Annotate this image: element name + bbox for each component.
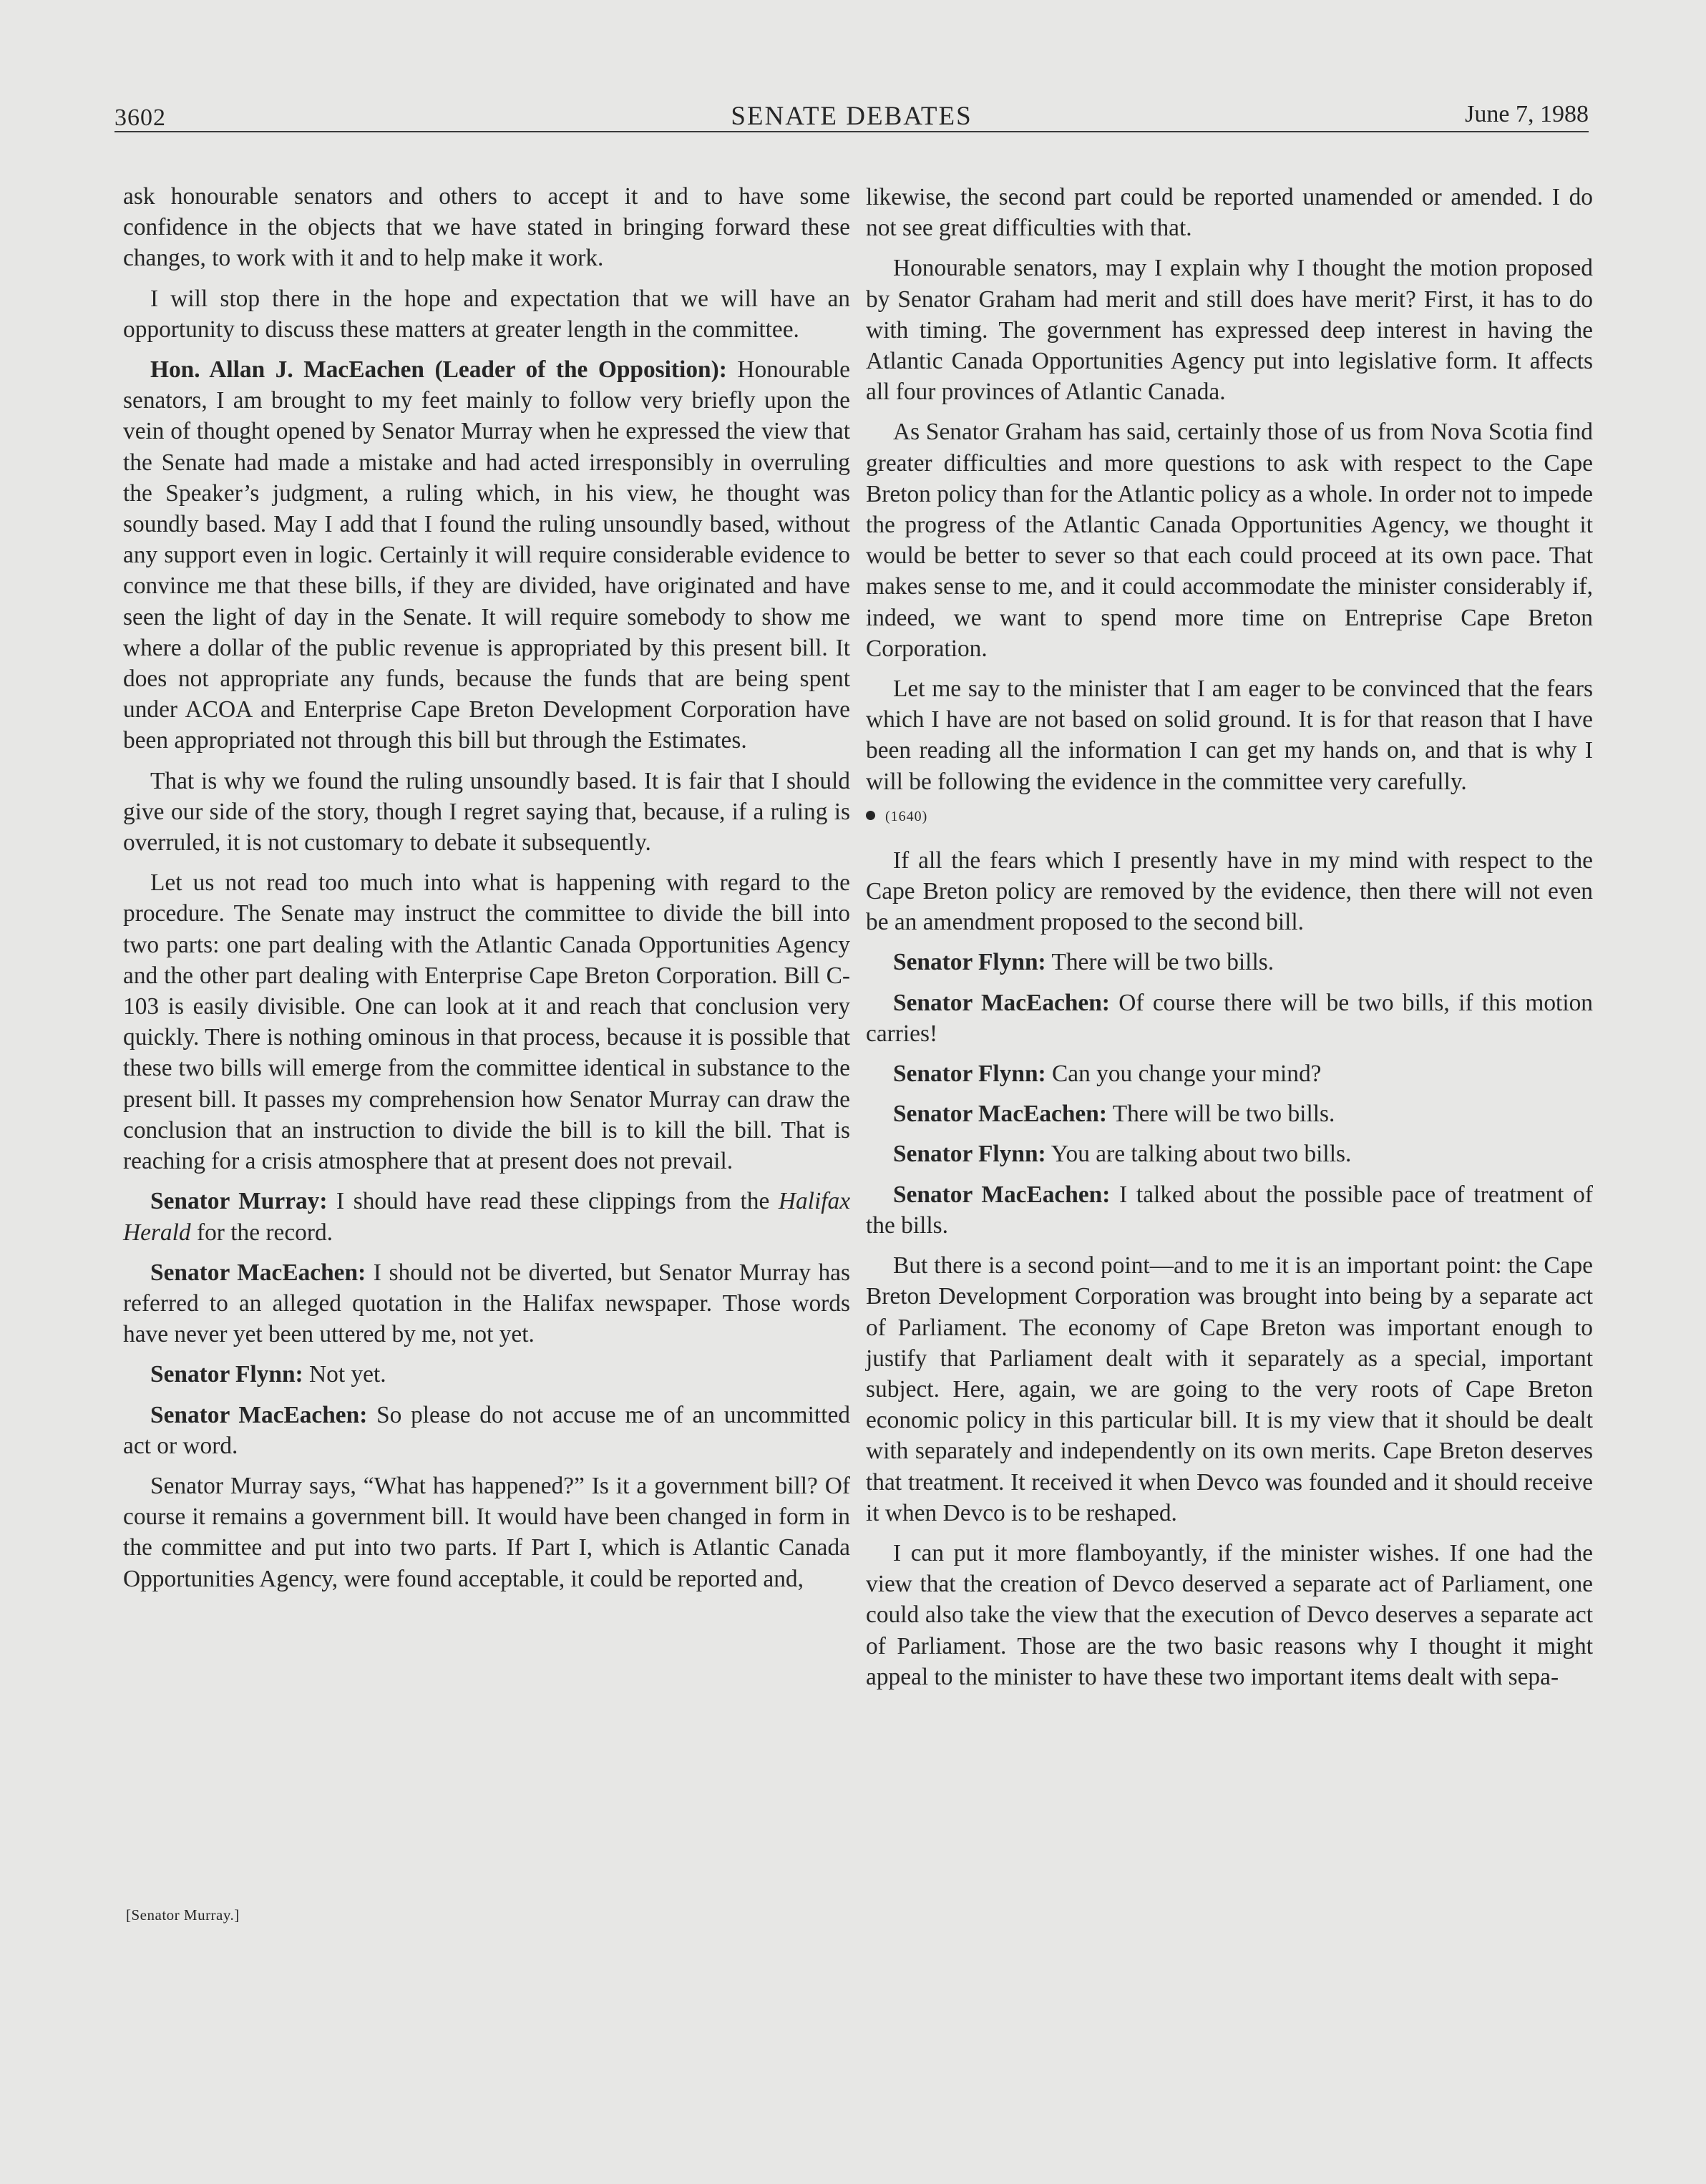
- speaker-name: Senator Flynn:: [893, 949, 1046, 976]
- right-column: [866, 182, 1593, 1702]
- paragraph: [866, 947, 1593, 978]
- paragraph: I will stop there in the hope and expectation that we will have an opportunity to discuss these matters at greater length in the committee.: [123, 285, 850, 343]
- paragraph: But there is a second point—and to me it is an important point: the Cape Breton Development Corporation was brought into being by a separate act of Parliament. The economy of Cape Breton was important enough to justify that Parliament dealt with it separately as a special, important subject. Here, again, we are going to the very roots of Cape Breton economic policy in this particular bill. It is my view that it should be dealt with separately and independently on its own merits. Cape Breton deserves that treatment. It received it when Devco was founded and it should receive it when Devco is to be reshaped.: [866, 1252, 1593, 1526]
- speech-text: Honourable senators, I am brought to my feet mainly to follow very briefly upon the vein of thought opened by Senator Murray when he expressed the view that the Senate had made a mistake and had acted irresponsibly in overruling the Speaker’s judgment, a ruling which, in his view, he thought was soundly based. May I add that I found the ruling unsoundly based, without any support even in logic. Certainly it will require considerable evidence to convince me that these bills, if they are divided, have originated and have seen the light of day in the Senate. It will require somebody to show me where a dollar of the public revenue is appropriated by this present bill. It does not appropriate any funds, because the funds that are being spent under ACOA and Enterprise Cape Breton Development Corporation have been appropriated not through this bill but through the Estimates.: [123, 356, 850, 754]
- speaker-name: Senator Murray:: [150, 1188, 328, 1215]
- footnote: [Senator Murray.]: [126, 1906, 240, 1924]
- paragraph: If all the fears which I presently have in my mind with respect to the Cape Breton policy are removed by the evidence, then there will not even be an amendment proposed to the second bill.: [866, 847, 1593, 936]
- time-stamp-text: (1640): [885, 808, 928, 824]
- header-rule: [114, 131, 1589, 132]
- paragraph: likewise, the second part could be reported unamended or amended. I do not see great difficulties with that.: [866, 184, 1593, 242]
- speaker-name: Senator MacEachen:: [150, 1401, 368, 1428]
- paragraph: [123, 1257, 850, 1350]
- speaker-name: Senator Flynn:: [893, 1061, 1046, 1088]
- paragraph: [123, 1359, 850, 1390]
- paragraph: [123, 1400, 850, 1461]
- speaker-name: Hon. Allan J. MacEachen (Leader of the Opposition):: [150, 356, 727, 384]
- paragraph: Honourable senators, may I explain why I thought the motion proposed by Senator Graham had merit and still does have merit? First, it has to do with timing. The government has expressed deep interest in having the Atlantic Canada Opportunities Agency put into legislative form. It affects all four provinces of Atlantic Canada.: [866, 255, 1593, 406]
- speech-text: There will be two bills.: [1051, 949, 1274, 976]
- paragraph: [866, 1179, 1593, 1241]
- paragraph: [123, 354, 850, 756]
- speaker-name: Senator MacEachen:: [893, 1181, 1111, 1208]
- paragraph: [866, 1139, 1593, 1169]
- time-stamp: [866, 806, 1593, 827]
- page-header: [114, 99, 1589, 135]
- paragraph: That is why we found the ruling unsoundly based. It is fair that I should give our side of the story, though I regret saying that, because, if a ruling is overruled, it is not customary to debate it subsequently.: [123, 767, 850, 857]
- page-number: 3602: [114, 104, 166, 131]
- speech-text: You are talking about two bills.: [1051, 1141, 1352, 1168]
- speaker-name: Senator Flynn:: [150, 1361, 303, 1388]
- paragraph: I can put it more flamboyantly, if the minister wishes. If one had the view that the creation of Devco deserved a separate act of Parliament, one could also take the view that the execution of Devco deserves a separate act of Parliament. Those are the two basic reasons why I thought it might appeal to the minister to have these two important items dealt with sepa-: [866, 1539, 1593, 1690]
- journal-title: SENATE DEBATES: [731, 102, 973, 131]
- speaker-name: Senator MacEachen:: [150, 1259, 366, 1286]
- speaker-name: Senator MacEachen:: [893, 989, 1110, 1016]
- paragraph: As Senator Graham has said, certainly those of us from Nova Scotia find greater difficulties and more questions to ask with respect to the Cape Breton policy than for the Atlantic policy as a whole. In order not to impede the progress of the Atlantic Canada Opportunities Agency, we thought it would be better to sever so that each could proceed at its own pace. That makes sense to me, and it could accommodate the minister considerably if, indeed, we want to spend more time on Entreprise Cape Breton Corporation.: [866, 419, 1593, 662]
- speech-text: for the record.: [196, 1219, 333, 1246]
- paragraph: [866, 1098, 1593, 1129]
- paragraph: [866, 988, 1593, 1049]
- speech-text: There will be two bills.: [1112, 1101, 1335, 1128]
- bullet-icon: [866, 811, 875, 820]
- paragraph: [866, 1058, 1593, 1089]
- paragraph: Senator Murray says, “What has happened?” Is it a government bill? Of course it remains a government bill. It would have been changed in form in the committee and put into two parts. If Part I, which is Atlantic Canada Opportunities Agency, were found acceptable, it could be reported and,: [123, 1472, 850, 1592]
- speech-text: I should have read these clippings from the: [336, 1188, 770, 1215]
- newspaper-title: Halifax Herald: [123, 1188, 851, 1246]
- speech-text: Not yet.: [309, 1361, 386, 1388]
- left-column: [123, 181, 850, 1604]
- paragraph: Let us not read too much into what is happening with regard to the procedure. The Senate may instruct the committee to divide the bill into two parts: one part dealing with the Atlantic Canada Opportunities Agency and the other part dealing with Enterprise Cape Breton Corporation. Bill C-103 is easily divisible. One can look at it and reach that conclusion very quickly. There is nothing ominous in that process, because it is possible that these two bills will emerge from the committee identical in substance to the present bill. It passes my comprehension how Senator Murray can draw the conclusion that an instruction to divide the bill is to kill the bill. That is reaching for a crisis atmosphere that at present does not prevail.: [123, 869, 850, 1175]
- issue-date: June 7, 1988: [1465, 101, 1589, 127]
- speaker-name: Senator Flynn:: [893, 1141, 1046, 1168]
- speech-text: Can you change your mind?: [1052, 1061, 1322, 1088]
- speech-text: So please do not accuse me of an uncommitted act or word.: [123, 1401, 851, 1459]
- speech-text: I talked about the possible pace of treatment of the bills.: [866, 1181, 1593, 1239]
- speech-text: Of course there will be two bills, if this motion carries!: [866, 989, 1594, 1047]
- speaker-name: Senator MacEachen:: [893, 1101, 1107, 1128]
- paragraph: [123, 1186, 850, 1247]
- paragraph: ask honourable senators and others to accept it and to have some confidence in the objects that we have stated in bringing forward these changes, to work with it and to help make it work.: [123, 183, 850, 272]
- speech-text: I should not be diverted, but Senator Murray has referred to an alleged quotation in the Halifax newspaper. Those words have never yet been uttered by me, not yet.: [123, 1259, 850, 1348]
- paragraph: Let me say to the minister that I am eager to be convinced that the fears which I have are not based on solid ground. It is for that reason that I have been reading all the information I can get my hands on, and that is why I will be following the evidence in the committee very carefully.: [866, 676, 1593, 795]
